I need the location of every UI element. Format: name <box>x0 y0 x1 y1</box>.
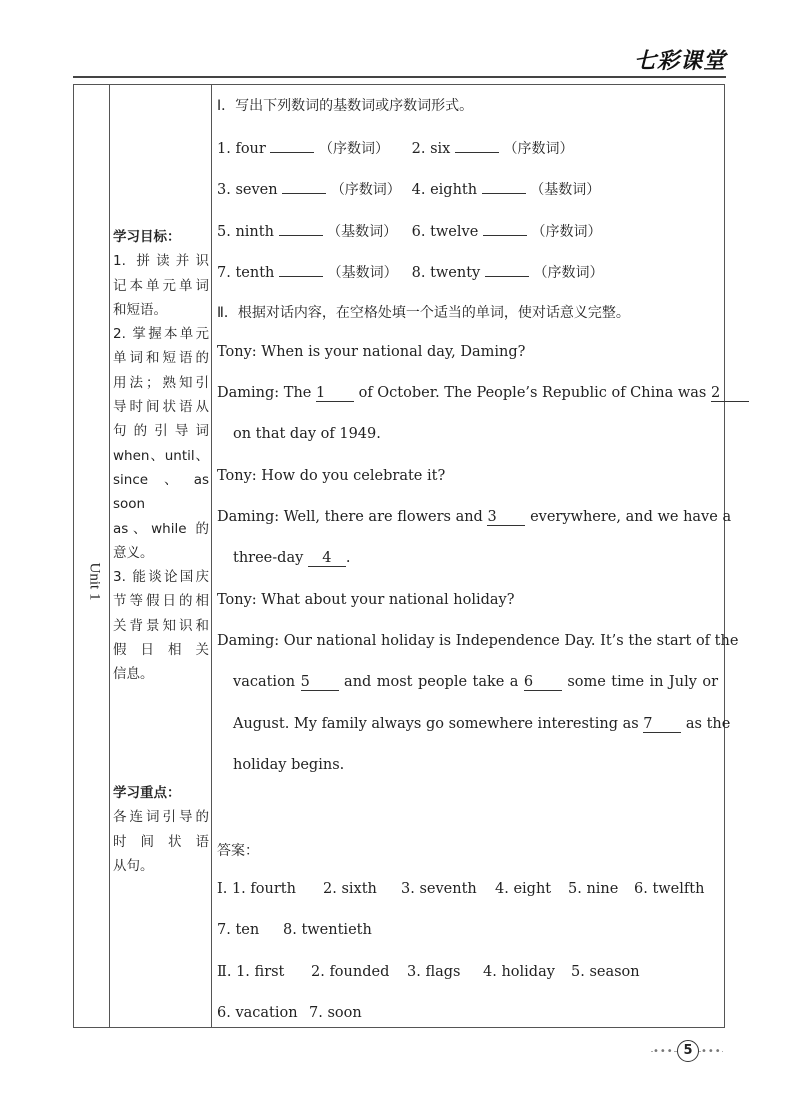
dialogue-line: Daming: The 1 of October. The People’s Republic of China was 2 <box>217 385 718 402</box>
objective-line: since、as soon <box>113 471 209 513</box>
numeral-item: 4. eighth （基数词） <box>412 178 601 199</box>
gap-4[interactable]: 4 <box>308 551 346 567</box>
dialogue-line: on that day of 1949. <box>233 426 381 442</box>
numeral-item: 3. seven （序数词） <box>217 178 407 199</box>
focus-line: 各连词引导的 <box>113 809 209 826</box>
unit-label: Unit 1 <box>86 562 103 601</box>
numeral-row <box>217 137 718 158</box>
objective-line: 记本单元单词 <box>113 277 209 294</box>
numeral-item: 7. tenth （基数词） <box>217 261 407 282</box>
objectives-title: 学习目标： <box>113 229 181 245</box>
dialogue-line: holiday begins. <box>233 757 345 773</box>
answer-blank[interactable] <box>279 261 323 277</box>
focus-block <box>113 781 209 878</box>
objective-line: 3. 能谈论国庆 <box>113 569 209 586</box>
dialogue-line: Daming: Well, there are flowers and 3 everywhere, and we have a <box>217 509 732 525</box>
numeral-item: 5. ninth （基数词） <box>217 220 407 241</box>
dialogue-line: August. My family always go somewhere interesting as 7 as the <box>233 716 731 732</box>
gap-1[interactable]: 1 <box>316 386 354 402</box>
focus-line: 从句。 <box>113 857 154 874</box>
answer-line: 7. ten 8. twentieth <box>217 922 372 938</box>
dialogue-line: three-day 4 . <box>233 550 351 566</box>
section1-title: Ⅰ．写出下列数词的基数词或序数词形式。 <box>217 98 474 114</box>
dialogue-line: Tony: How do you celebrate it? <box>217 468 446 484</box>
answer-line: Ⅰ. 1. fourth 2. sixth 3. seventh 4. eight 5. nine 6. twelfth <box>217 881 705 897</box>
unit-column <box>74 85 110 1027</box>
objective-line: when、until、 <box>113 447 209 464</box>
objective-line: 节等假日的相 <box>113 593 209 610</box>
dialogue-line: vacation 5 and most people take a 6 some time in July or <box>233 674 719 690</box>
page-number <box>651 1040 723 1064</box>
objectives-column <box>109 85 212 1027</box>
objective-line: as、while 的 <box>113 520 209 537</box>
focus-line: 时间状语 <box>113 833 209 850</box>
header-rule <box>73 76 726 78</box>
dialogue-line: Daming: Our national holiday is Independence Day. It’s the start of the <box>217 633 739 649</box>
section2-title: Ⅱ．根据对话内容，在空格处填一个适当的单词，使对话意义完整。 <box>217 305 630 321</box>
answer-blank[interactable] <box>270 137 314 153</box>
objective-line: 2. 掌握本单元 <box>113 326 209 343</box>
numeral-row <box>217 220 718 241</box>
answer-blank[interactable] <box>483 220 527 236</box>
dialogue-line: Tony: What about your national holiday? <box>217 592 515 608</box>
answer-blank[interactable] <box>279 220 323 236</box>
gap-7[interactable]: 7 <box>643 717 681 733</box>
objective-line: 1. 拼读并识 <box>113 253 209 270</box>
gap-2[interactable]: 2 <box>711 386 749 402</box>
gap-5[interactable]: 5 <box>301 675 339 691</box>
objective-line: 导时间状语从 <box>113 399 209 416</box>
page-number-badge: 5 <box>677 1040 699 1062</box>
answer-blank[interactable] <box>485 261 529 277</box>
answer-blank[interactable] <box>482 178 526 194</box>
focus-title: 学习重点： <box>113 785 181 801</box>
brand-logo: 七彩课堂 <box>633 49 726 74</box>
objective-line: 和短语。 <box>113 301 167 318</box>
exercise-column <box>211 85 739 1027</box>
objective-line: 关背景知识和 <box>113 617 209 634</box>
numeral-item: 1. four （序数词） <box>217 137 407 158</box>
numeral-item: 6. twelve （序数词） <box>412 220 602 241</box>
objective-line: 假日相关 <box>113 642 209 659</box>
objective-line: 意义。 <box>113 544 154 561</box>
gap-3[interactable]: 3 <box>487 510 525 526</box>
objective-line: 用法；熟知引 <box>113 374 209 391</box>
numeral-row <box>217 261 718 282</box>
numeral-row <box>217 178 718 199</box>
dots-icon: ••• <box>653 1046 674 1057</box>
objective-line: 单词和短语的 <box>113 350 209 367</box>
objective-line: 句的引导词 <box>113 423 209 440</box>
answer-line: Ⅱ. 1. first 2. founded 3. flags 4. holiday 5. season <box>217 964 640 980</box>
dots-icon: ••• <box>701 1046 722 1057</box>
objectives-block <box>113 225 209 687</box>
numeral-item: 8. twenty （序数词） <box>412 261 604 282</box>
answer-blank[interactable] <box>282 178 326 194</box>
answers-title: 答案： <box>217 843 259 859</box>
gap-6[interactable]: 6 <box>524 675 562 691</box>
answer-blank[interactable] <box>455 137 499 153</box>
dialogue-line: Tony: When is your national day, Daming? <box>217 344 526 360</box>
answer-line: 6. vacation 7. soon <box>217 1005 362 1021</box>
numeral-item: 2. six （序数词） <box>412 137 574 158</box>
worksheet-table <box>73 84 739 1028</box>
objective-line: 信息。 <box>113 666 154 683</box>
